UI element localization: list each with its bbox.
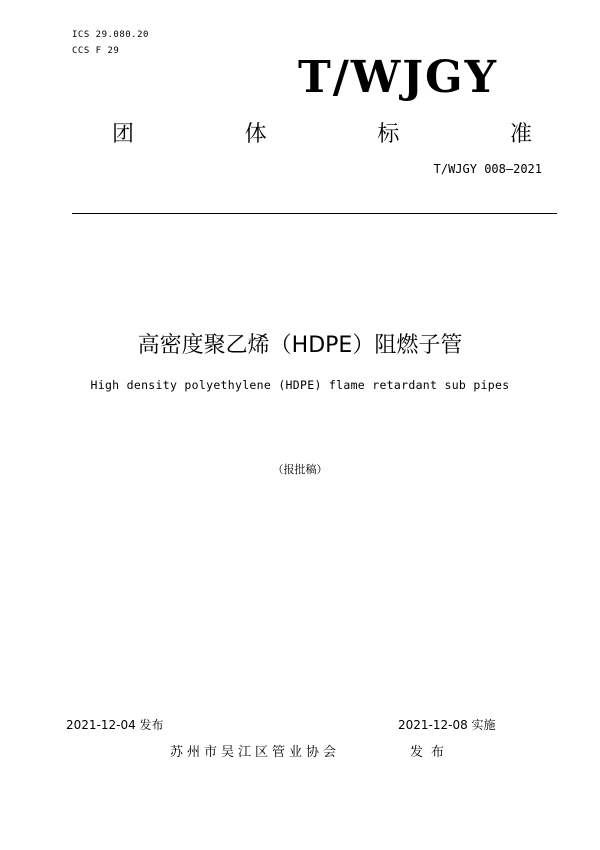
- ics-code: ICS 29.080.20: [72, 30, 149, 40]
- standard-type: [112, 117, 532, 148]
- document-title-english: High density polyethylene (HDPE) flame retardant sub pipes: [90, 378, 510, 392]
- standard-type-char: 标: [377, 122, 400, 147]
- standard-type-char: 团: [112, 122, 135, 147]
- implement-date: 2021-12-08 实施: [398, 718, 496, 732]
- document-title-chinese: 高密度聚乙烯（HDPE）阻燃子管: [137, 333, 463, 358]
- draft-status: （报批稿）: [272, 463, 328, 476]
- standard-number: T/WJGY 008—2021: [433, 162, 542, 176]
- standard-type-char: 准: [509, 122, 532, 147]
- publish-date: 2021-12-04 发布: [66, 718, 164, 732]
- issue-label: 发布: [410, 745, 453, 760]
- standard-type-char: 体: [244, 122, 267, 147]
- standard-logo: T/WJGY: [298, 52, 499, 103]
- header-divider: [72, 213, 557, 214]
- ccs-code: CCS F 29: [72, 46, 120, 56]
- issuing-organization: 苏州市吴江区管业协会: [170, 745, 341, 760]
